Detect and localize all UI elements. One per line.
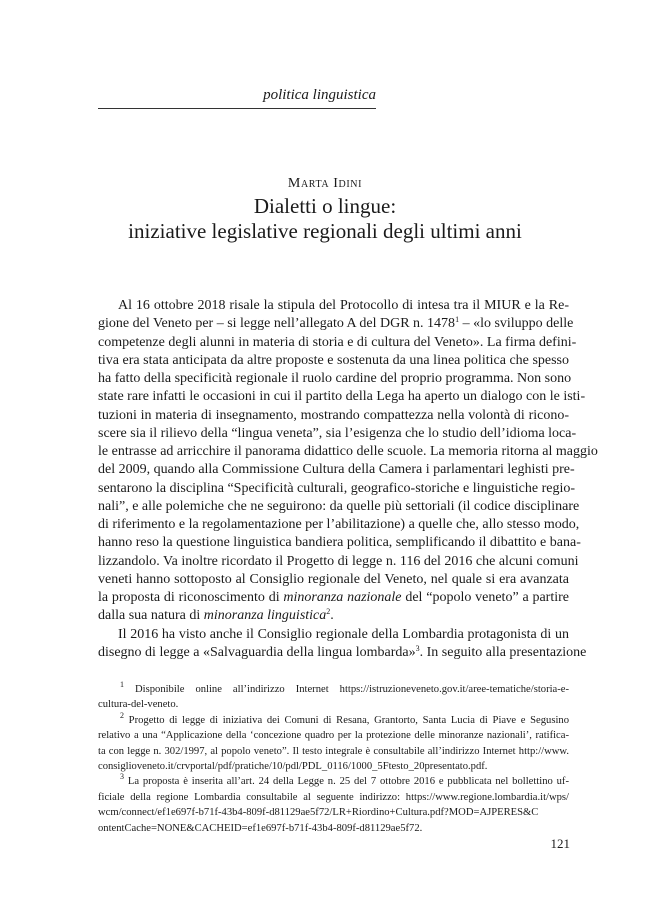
footnote-line: relativo a una “Applicazione della ‘concezione quadro per la protezione delle minoranze nazionali’, ratifica-: [98, 730, 569, 742]
body-line: di riferimento e la regolamentazione per l’abilitazione) a quelle che, allo stesso modo,: [98, 517, 580, 532]
footnote-line: consiglioveneto.it/crvportal/pdf/pratiche/10/pdl/PDL_0116/1000_5Ftesto_20presentato.pdf.: [98, 761, 488, 773]
body-line: state rare infatti le occasioni in cui il partito della Lega ha aperto un dialogo con le isti-: [98, 389, 586, 405]
footnote-3: $^3$ La proposta è inserita all’art. 24 della Legge n. 25 del 7 ottobre 2016 e pubblicata nel bollettino uf-: [120, 772, 569, 788]
footnote-ref-2: 2: [326, 607, 331, 617]
body-line: ha fatto della specificità regionale il ruolo cardine del proprio programma. Non sono: [98, 371, 572, 386]
footnote-ref-1: 1: [455, 315, 460, 325]
author-name-text: Marta Idini: [287, 176, 363, 191]
page-number: 121: [550, 836, 570, 851]
title-line-1: Dialetti o lingue:: [253, 194, 397, 218]
body-line: scere sia il rilievo della “lingua veneta”, sia l’esigenza che lo studio dell’idioma loca-: [98, 425, 577, 441]
footnote-line: ficiale della regione Lombardia consultabile al seguente indirizzo: https://www.regione.lombardia.it/wps/: [98, 791, 569, 803]
emphasis: minoranza nazionale: [283, 590, 402, 605]
body-line: del 2009, quando alla Commissione Cultura della Camera i parlamentari leghisti pre-: [98, 462, 575, 478]
emphasis: minoranza linguistica: [203, 608, 327, 624]
body-line: dalla sua natura di minoranza linguistica$^2$.: [98, 607, 334, 624]
footnote-line: ta con legge n. 302/1997, al popolo veneto”. Il testo integrale è consultabile all’indirizzo Internet http://www.: [98, 745, 569, 757]
body-line: tuzioni in materia di insegnamento, mostrando compattezza nella volontà di ricono-: [98, 407, 569, 423]
body-line: la proposta di riconoscimento di minoranza nazionale del “popolo veneto” a partire: [98, 590, 569, 605]
title-line-2: iniziative legislative regionali degli ultimi anni: [128, 219, 522, 243]
body-line: Al 16 ottobre 2018 risale la stipula del Protocollo di intesa tra il MIUR e la Re-: [118, 298, 569, 313]
footnote-2: $^2$ Progetto di legge di iniziativa dei Comuni di Resana, Grantorto, Santa Lucia di Piave e Segusino: [120, 710, 569, 726]
header-rule: [98, 108, 376, 109]
body-line: veneti hanno sottoposto al Consiglio regionale del Veneto, nel quale si era avanzata: [98, 571, 569, 587]
body-line: gione del Veneto per – si legge nell’allegato A del DGR n. 1478$^1$ – «lo sviluppo delle: [98, 315, 574, 332]
body-line: lizzandolo. Va inoltre ricordato il Progetto di legge n. 116 del 2016 che alcuni comuni: [98, 553, 579, 569]
footnote-line: ontentCache=NONE&CACHEID=ef1e697f-b71f-43b4-809f-d81129ae5f72.: [98, 822, 423, 834]
body-line: sentarono la disciplina “Specificità culturali, geografico-storiche e linguistiche regio-: [98, 480, 575, 496]
body-line: disegno di legge a «Salvaguardia della lingua lombarda»$^3$. In seguito alla presentazione: [98, 643, 587, 660]
body-line: hanno reso la questione linguistica bandiera politica, semplificando il dibattito e bana-: [98, 535, 581, 551]
article-title: [0, 194, 650, 244]
body-line: competenze degli alunni in materia di storia e di cultura del Veneto». La firma defini-: [98, 334, 577, 350]
footnote-line: cultura-del-veneto.: [98, 699, 179, 711]
footnote-1: $^1$ Disponibile online all’indirizzo Internet https://istruzioneveneto.gov.it/aree-tematiche/storia-e-: [120, 680, 569, 695]
body-line: le entrasse ad arricchire il panorama didattico delle scuole. La memoria ritorna al maggio: [98, 444, 598, 459]
body-line: Il 2016 ha visto anche il Consiglio regionale della Lombardia protagonista di un: [118, 626, 569, 642]
paragraph-1: [98, 297, 598, 626]
paragraph-2: [98, 626, 587, 663]
body-line: nali”, e alle polemiche che ne seguirono: da quelle più settoriali (il codice disciplinare: [98, 498, 580, 514]
running-head: politica linguistica: [263, 87, 376, 103]
body-line: tiva era stata anticipata da altre proposte e sostenuta da una linea politica che spesso: [98, 352, 569, 368]
footnote-ref-3: 3: [415, 643, 420, 653]
author-name: [0, 176, 650, 191]
footnote-line: wcm/connect/ef1e697f-b71f-43b4-809f-d81129ae5f72/LR+Riordino+Cultura.pdf?MOD=AJPERES&C: [98, 807, 539, 819]
footnotes: [98, 682, 569, 836]
body-text: [98, 297, 598, 662]
